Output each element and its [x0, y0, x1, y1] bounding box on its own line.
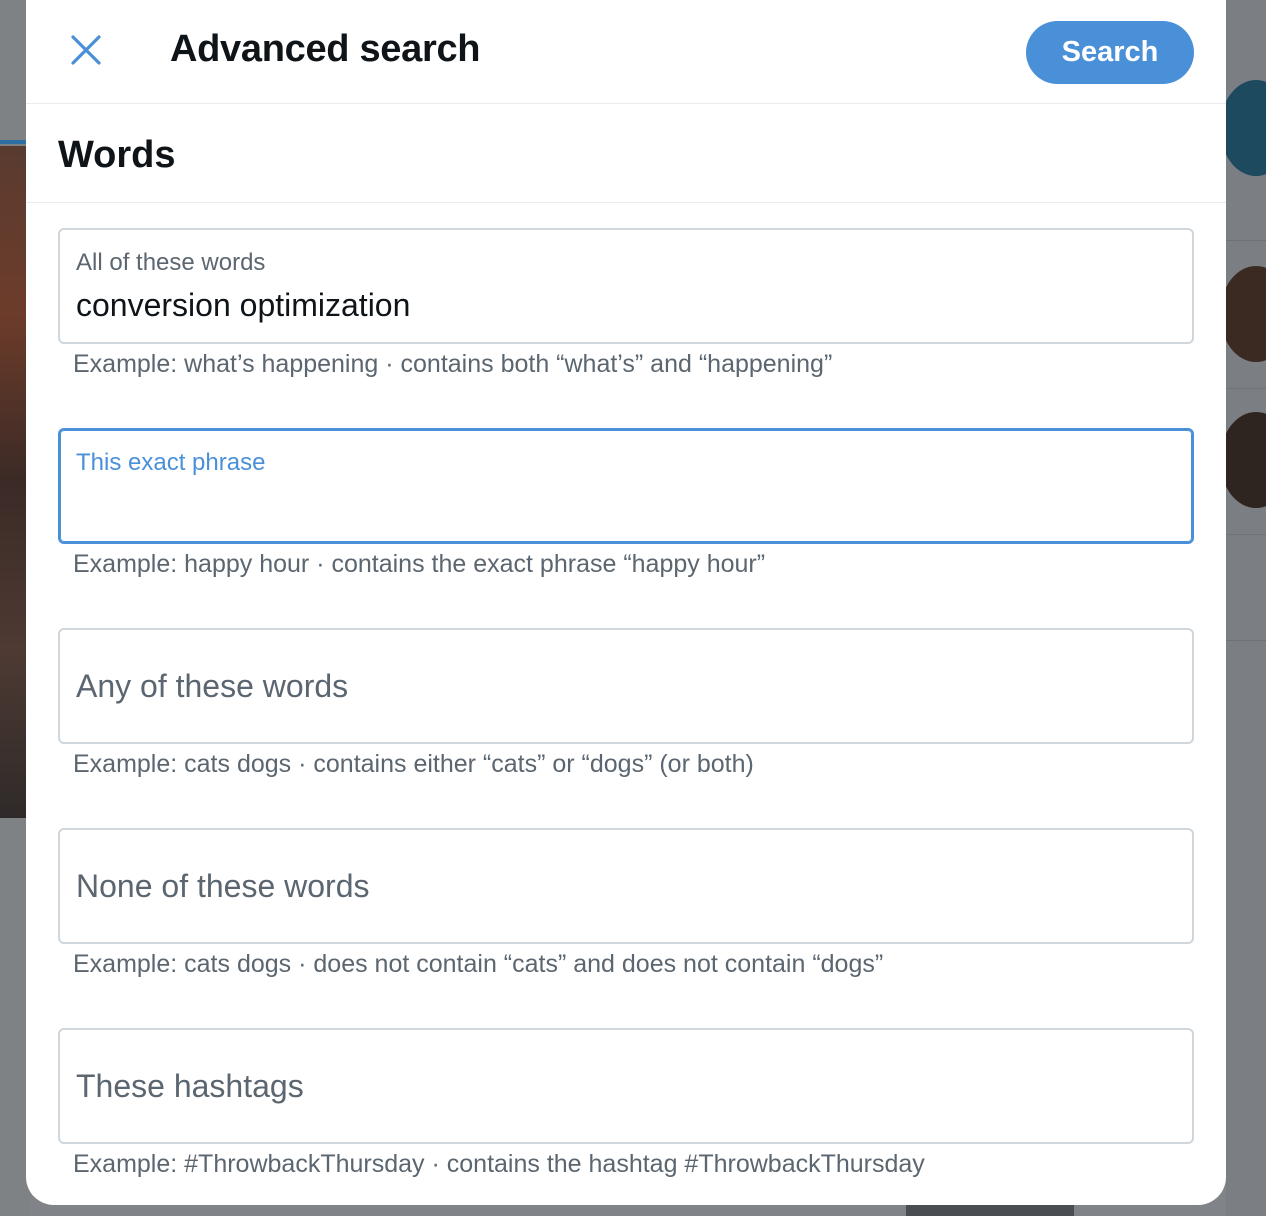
exact-phrase-label: This exact phrase [76, 449, 266, 476]
close-icon [70, 34, 102, 66]
exact-phrase-hint: Example: happy hour · contains the exact phrase “happy hour” [73, 550, 766, 578]
none-words-hint: Example: cats dogs · does not contain “cats” and does not contain “dogs” [73, 950, 884, 978]
background-avatar [1220, 412, 1266, 508]
modal-header [26, 0, 1226, 104]
background-avatar [1220, 80, 1266, 176]
background-divider [1226, 240, 1266, 241]
background-divider [1226, 388, 1266, 389]
background-right-column [1226, 0, 1266, 1216]
background-divider [1226, 534, 1266, 535]
none-words-field[interactable] [58, 828, 1194, 944]
background-avatar [1220, 266, 1266, 362]
section-header-words [26, 104, 1226, 203]
all-words-hint: Example: what’s happening · contains both “what’s” and “happening” [73, 350, 833, 378]
hashtags-field[interactable] [58, 1028, 1194, 1144]
modal-title: Advanced search [170, 28, 481, 70]
all-words-field[interactable] [58, 228, 1194, 344]
background-divider [1226, 640, 1266, 641]
exact-phrase-field[interactable] [58, 428, 1194, 544]
none-words-label: None of these words [76, 868, 370, 904]
close-button[interactable] [54, 18, 118, 82]
any-words-hint: Example: cats dogs · contains either “cats” or “dogs” (or both) [73, 750, 754, 778]
search-button[interactable]: Search [1026, 21, 1194, 84]
all-words-value: conversion optimization [76, 287, 411, 323]
section-title: Words [58, 134, 176, 176]
hashtags-hint: Example: #ThrowbackThursday · contains the hashtag #ThrowbackThursday [73, 1150, 925, 1178]
all-words-label: All of these words [76, 249, 266, 276]
any-words-label: Any of these words [76, 668, 349, 704]
advanced-search-modal [26, 0, 1226, 1205]
hashtags-label: These hashtags [76, 1068, 304, 1104]
any-words-field[interactable] [58, 628, 1194, 744]
